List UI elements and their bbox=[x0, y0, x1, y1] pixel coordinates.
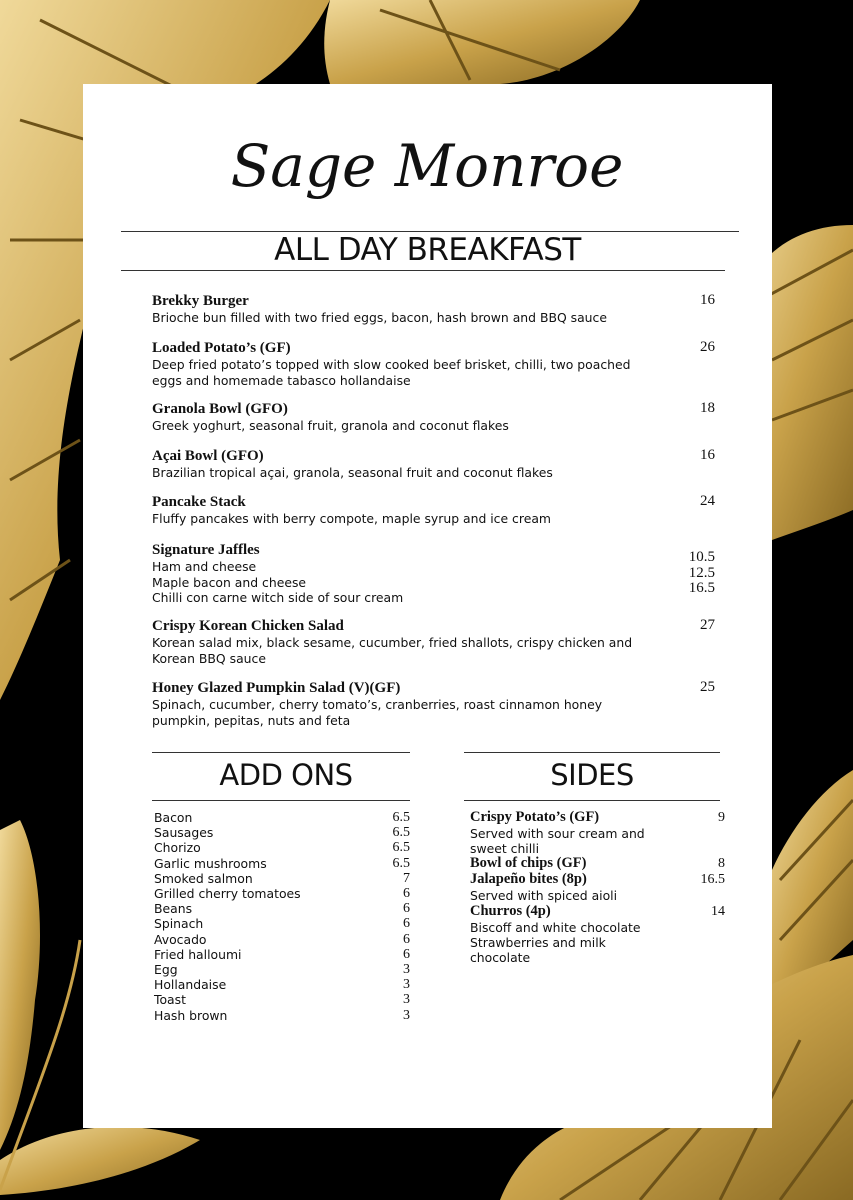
addon-price: 6 bbox=[403, 916, 410, 932]
addon-row bbox=[154, 992, 410, 1007]
side-item-price: 8 bbox=[718, 856, 725, 871]
menu-item-name: Loaded Potato’s (GF) bbox=[152, 340, 291, 356]
menu-item-description: pumpkin, pepitas, nuts and feta bbox=[152, 712, 351, 728]
menu-item-price bbox=[700, 494, 715, 510]
menu-item bbox=[152, 680, 712, 728]
price-value: 10.5 bbox=[688, 549, 715, 565]
price-value: 25 bbox=[700, 679, 715, 695]
menu-item-price bbox=[689, 550, 715, 597]
menu-item-name: Honey Glazed Pumpkin Salad (V)(GF) bbox=[152, 680, 401, 696]
price-value: 16.5 bbox=[688, 580, 715, 596]
sides-rule-top bbox=[464, 752, 720, 753]
menu-item-name: Pancake Stack bbox=[152, 494, 246, 510]
menu-item bbox=[152, 448, 712, 481]
menu-item-description: Korean BBQ sauce bbox=[152, 650, 266, 666]
menu-item bbox=[152, 618, 712, 666]
breakfast-title: ALL DAY BREAKFAST bbox=[274, 232, 581, 268]
menu-item-name: Signature Jaffles bbox=[152, 542, 260, 558]
menu-item bbox=[152, 494, 712, 527]
side-item bbox=[470, 872, 725, 903]
addon-name: Avocado bbox=[154, 931, 207, 947]
addon-price: 6 bbox=[403, 901, 410, 917]
side-item-price: 16.5 bbox=[700, 872, 725, 887]
price-value: 26 bbox=[700, 339, 715, 355]
menu-item-name: Açai Bowl (GFO) bbox=[152, 448, 264, 464]
addon-row bbox=[154, 901, 410, 916]
addon-row bbox=[154, 916, 410, 931]
side-item-price: 9 bbox=[718, 810, 725, 825]
menu-item bbox=[152, 293, 712, 326]
addon-row bbox=[154, 840, 410, 855]
side-item-price: 14 bbox=[711, 904, 725, 919]
addon-name: Egg bbox=[154, 962, 178, 977]
addon-name: Grilled cherry tomatoes bbox=[154, 886, 301, 901]
menu-item-description: Deep fried potato’s topped with slow cooked beef brisket, chilli, two poached bbox=[152, 357, 631, 372]
addon-name: Chorizo bbox=[154, 840, 201, 856]
addon-row bbox=[154, 1008, 410, 1023]
addon-row bbox=[154, 962, 410, 977]
addon-row bbox=[154, 977, 410, 992]
addon-row bbox=[154, 871, 410, 886]
addon-name: Beans bbox=[154, 901, 193, 917]
side-item bbox=[470, 856, 725, 872]
addon-row bbox=[154, 856, 410, 871]
addon-name: Spinach bbox=[154, 916, 204, 932]
price-value: 24 bbox=[700, 493, 715, 509]
menu-item-description: Brioche bun filled with two fried eggs, bacon, hash brown and BBQ sauce bbox=[152, 310, 607, 325]
menu-card bbox=[83, 84, 772, 1128]
side-item bbox=[470, 810, 725, 856]
addon-price: 6 bbox=[403, 886, 410, 901]
addon-name: Garlic mushrooms bbox=[154, 855, 267, 871]
addon-price: 6 bbox=[403, 946, 410, 962]
menu-item bbox=[152, 542, 712, 606]
addon-row bbox=[154, 947, 410, 962]
addon-price: 6.5 bbox=[392, 840, 410, 856]
addon-name: Hollandaise bbox=[154, 977, 227, 993]
menu-item-price bbox=[700, 293, 715, 309]
svg-text:Sage Monroe: Sage Monroe bbox=[230, 132, 624, 200]
menu-item-price bbox=[700, 340, 715, 356]
title-rule-bottom bbox=[121, 270, 725, 271]
addon-row bbox=[154, 810, 410, 825]
price-value: 12.5 bbox=[688, 564, 715, 581]
addon-price: 6 bbox=[403, 931, 410, 947]
addons-title: ADD ONS bbox=[219, 758, 353, 792]
addon-price: 6.5 bbox=[392, 810, 410, 825]
side-item-description: Biscoff and white chocolate bbox=[470, 919, 641, 935]
menu-item-price bbox=[700, 618, 715, 634]
sides-rule-bottom bbox=[464, 800, 720, 801]
side-item-description: Served with spiced aioli bbox=[470, 887, 618, 903]
addon-name: Bacon bbox=[154, 810, 193, 825]
addon-row bbox=[154, 932, 410, 947]
menu-item-description: Fluffy pancakes with berry compote, maple syrup and ice cream bbox=[152, 511, 551, 526]
addon-price: 6.5 bbox=[392, 825, 410, 841]
price-value: 16 bbox=[700, 292, 715, 308]
menu-item bbox=[152, 401, 712, 434]
addons-rule-top bbox=[152, 752, 410, 753]
side-item-name: Crispy Potato’s (GF) bbox=[470, 809, 600, 825]
addon-price: 6.5 bbox=[392, 855, 410, 871]
side-item-description: sweet chilli bbox=[470, 840, 540, 856]
menu-item-description: Spinach, cucumber, cherry tomato’s, cranberries, roast cinnamon honey bbox=[152, 697, 603, 712]
side-item-description: chocolate bbox=[470, 949, 531, 965]
price-value: 18 bbox=[700, 400, 715, 416]
addon-name: Sausages bbox=[154, 825, 214, 841]
menu-item-description: Chilli con carne witch side of sour cream bbox=[152, 590, 404, 605]
menu-item-description: Ham and cheese bbox=[152, 559, 257, 574]
addons-rule-bottom bbox=[152, 800, 410, 801]
side-item-name: Churros (4p) bbox=[470, 903, 551, 919]
addon-name: Hash brown bbox=[154, 1007, 228, 1023]
addon-row bbox=[154, 825, 410, 840]
brand-logo bbox=[83, 104, 772, 224]
addon-name: Fried halloumi bbox=[154, 946, 242, 962]
menu-item-description: Greek yoghurt, seasonal fruit, granola and coconut flakes bbox=[152, 418, 509, 433]
menu-item-price bbox=[700, 401, 715, 417]
addon-price: 3 bbox=[403, 992, 410, 1008]
addon-name: Toast bbox=[154, 992, 186, 1008]
addon-row bbox=[154, 886, 410, 901]
side-item-description: Served with sour cream and bbox=[470, 825, 645, 841]
menu-item-description: Brazilian tropical açai, granola, seasonal fruit and coconut flakes bbox=[152, 465, 553, 480]
addon-price: 3 bbox=[403, 962, 410, 977]
addon-price: 7 bbox=[403, 870, 410, 886]
menu-item-price bbox=[700, 448, 715, 464]
menu-item-name: Granola Bowl (GFO) bbox=[152, 401, 288, 417]
menu-item-name: Crispy Korean Chicken Salad bbox=[152, 618, 344, 634]
price-value: 27 bbox=[700, 617, 715, 633]
side-item-name: Bowl of chips (GF) bbox=[470, 855, 587, 871]
addon-name: Smoked salmon bbox=[154, 870, 253, 886]
side-item-description: Strawberries and milk bbox=[470, 934, 606, 950]
sides-title: SIDES bbox=[550, 758, 634, 792]
price-value: 16 bbox=[700, 447, 715, 463]
menu-item-price bbox=[700, 680, 715, 696]
menu-item-description: Maple bacon and cheese bbox=[152, 574, 307, 590]
addon-price: 3 bbox=[403, 977, 410, 993]
addon-price: 3 bbox=[403, 1007, 410, 1023]
menu-item-name: Brekky Burger bbox=[152, 293, 249, 309]
menu-item-description: eggs and homemade tabasco hollandaise bbox=[152, 372, 411, 388]
menu-item bbox=[152, 340, 712, 388]
menu-item-description: Korean salad mix, black sesame, cucumber, fried shallots, crispy chicken and bbox=[152, 635, 633, 650]
side-item bbox=[470, 904, 725, 965]
side-item-name: Jalapeño bites (8p) bbox=[470, 871, 587, 887]
